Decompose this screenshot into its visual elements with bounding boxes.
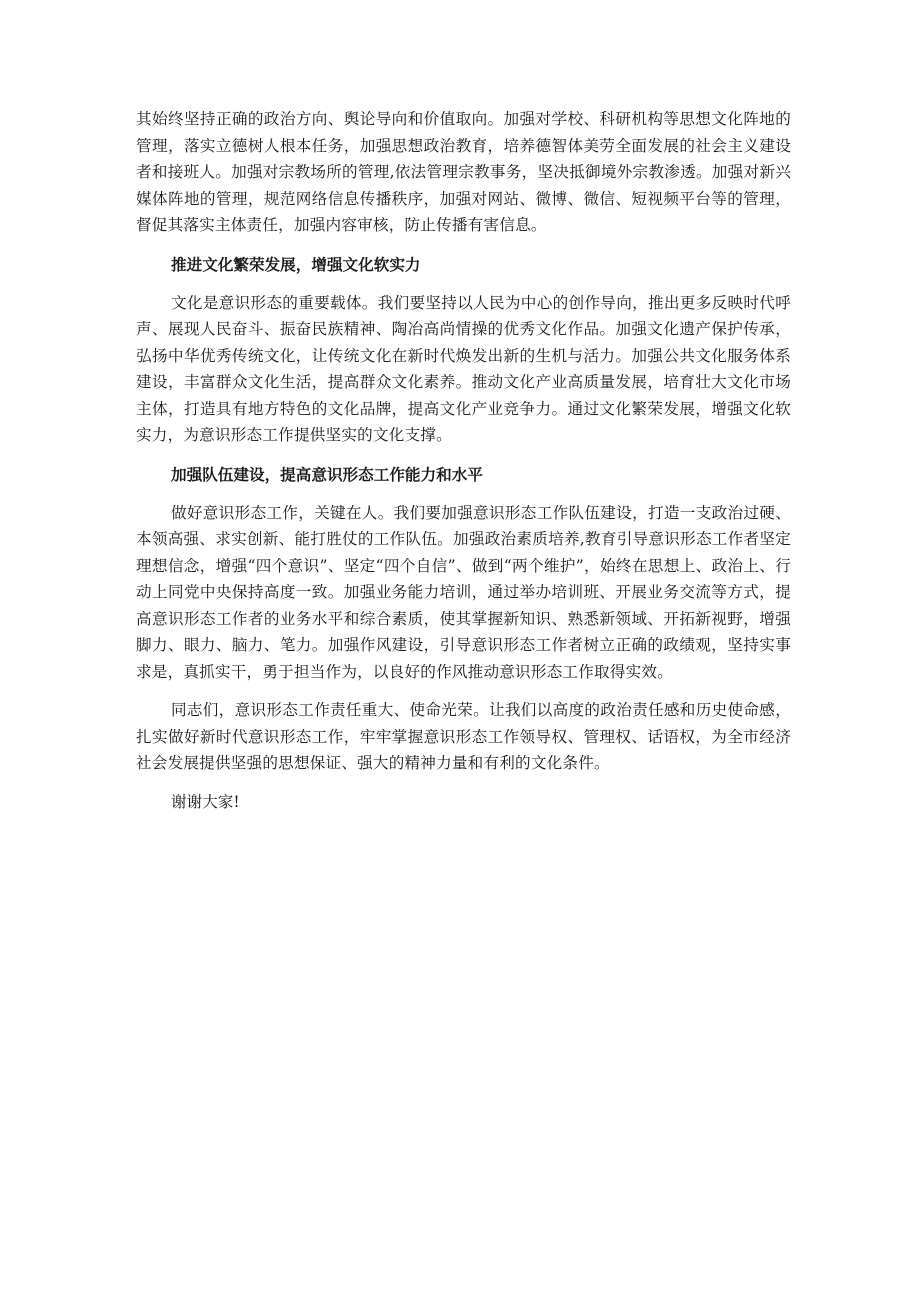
section-heading-culture: 推进文化繁荣发展，增强文化软实力 — [171, 255, 421, 274]
paragraph-conclusion: 同志们，意识形态工作责任重大、使命光荣。让我们以高度的政治责任感和历史使命感，扎实做好新时代意识形态工作，牢牢掌握意识形态工作领导权、管理权、话语权，为全市经济社会发展提供坚强的思想保证、强大的精神力量和有利的文化条件。 — [136, 701, 791, 772]
paragraph-culture: 文化是意识形态的重要载体。我们要坚持以人民为中心的创作导向，推出更多反映时代呼声、展现人民奋斗、振奋民族精神、陶冶高尚情操的优秀文化作品。加强文化遗产保护传承，弘扬中华优秀传统文化，让传统文化在新时代焕发出新的生机与活力。加强公共文化服务体系建设，丰富群众文化生活，提高群众文化素养。推动文化产业高质量发展，培育壮大文化市场主体，打造具有地方特色的文化品牌，提高文化产业竞争力。通过文化繁荣发展，增强文化软实力，为意识形态工作提供坚实的文化支撑。 — [136, 293, 791, 444]
section-heading-team: 加强队伍建设，提高意识形态工作能力和水平 — [171, 465, 483, 484]
paragraph-team: 做好意识形态工作，关键在人。我们要加强意识形态工作队伍建设，打造一支政治过硬、本领高强、求实创新、能打胜仗的工作队伍。加强政治素质培养,教育引导意识形态工作者坚定理想信念，增强“四个意识”、坚定“四个自信”、做到“两个维护”，始终在思想上、政治上、行动上同党中央保持高度一致。加强业务能力培训，通过举办培训班、开展业务交流等方式，提高意识形态工作者的业务水平和综合素质，使其掌握新知识、熟悉新领域、开拓新视野，增强脚力、眼力、脑力、笔力。加强作风建设，引导意识形态工作者树立正确的政绩观，坚持实事求是，真抓实干，勇于担当作为，以良好的作风推动意识形态工作取得实效。 — [136, 503, 791, 681]
document-page — [136, 106, 791, 830]
closing-remark: 谢谢大家! — [171, 792, 240, 811]
paragraph-intro: 其始终坚持正确的政治方向、舆论导向和价值取向。加强对学校、科研机构等思想文化阵地的管理，落实立德树人根本任务，加强思想政治教育，培养德智体美劳全面发展的社会主义建设者和接班人。加强对宗教场所的管理,依法管理宗教事务，坚决抵御境外宗教渗透。加强对新兴媒体阵地的管理，规范网络信息传播秩序，加强对网站、微博、微信、短视频平台等的管理，督促其落实主体责任，加强内容审核，防止传播有害信息。 — [136, 110, 791, 234]
